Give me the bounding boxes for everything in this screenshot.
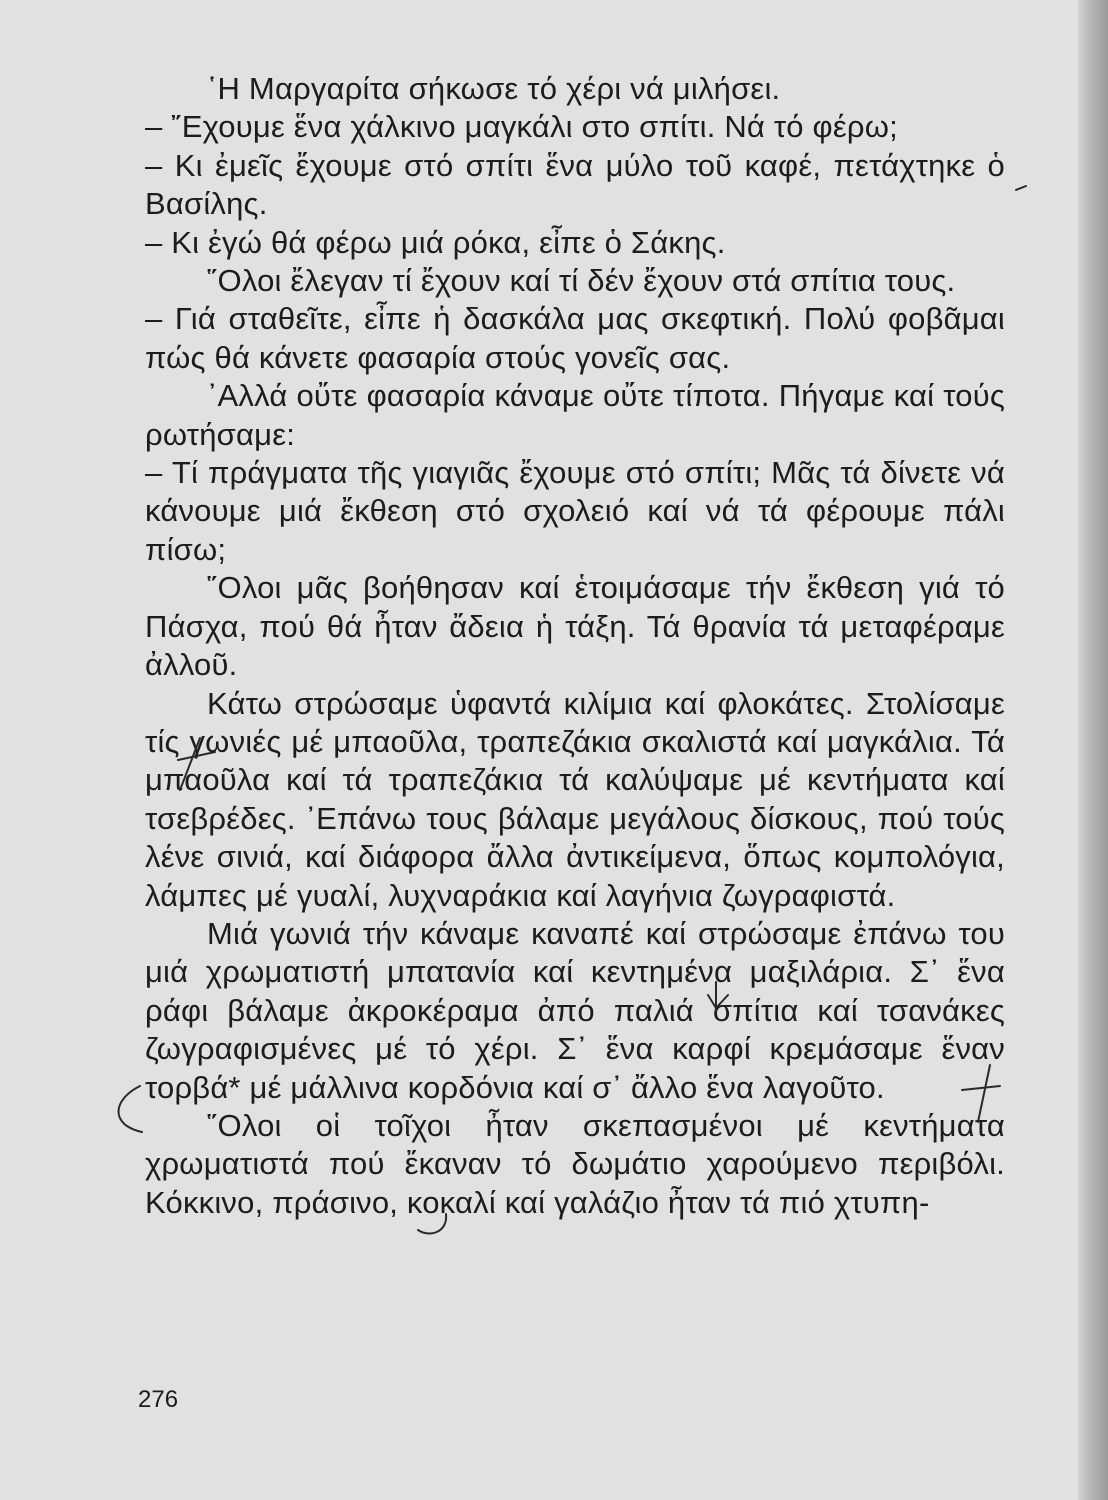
body-text	[145, 70, 1005, 1222]
book-spine	[1078, 0, 1108, 1500]
paragraph-12: ῞Ολοι οἱ τοῖχοι ἦταν σκεπασμένοι μέ κεντήματα χρωματιστά πού ἔκαναν τό δωμάτιο χαρούμενο περιβόλι. Κόκκινο, πράσινο, κοκαλί καί γαλάζιο ἦταν τά πιό χτυπη-	[145, 1107, 1005, 1220]
paragraph-10: Κάτω στρώσαμε ὑφαντά κιλίμια καί φλοκάτες. Στολίσαμε τίς γωνιές μέ μπαοῦλα, τραπεζάκια σκαλιστά καί μαγκάλια. Τά μπαοῦλα καί τά τραπεζάκια τά καλύψαμε μέ κεντήματα καί τσεβρέδες. ᾿Επάνω τους βάλαμε μεγάλους δίσκους, πού τούς λένε σινιά, καί διάφορα ἄλλα ἀντικείμενα, ὅπως κομπολόγια, λάμπες μέ γυαλί, λυχναράκια καί λαγήνια ζωγραφιστά.	[145, 685, 1005, 913]
paragraph-2: – ῎Εχουμε ἕνα χάλκινο μαγκάλι στο σπίτι. Νά τό φέρω;	[145, 109, 898, 145]
page-number: 276	[138, 1386, 179, 1413]
paragraph-5: ῞Ολοι ἔλεγαν τί ἔχουν καί τί δέν ἔχουν στά σπίτια τους.	[207, 263, 956, 299]
paragraph-9: ῞Ολοι μᾶς βοήθησαν καί ἑτοιμάσαμε τήν ἔκθεση γιά τό Πάσχα, πού θά ἦταν ἄδεια ἡ τάξη. Τά θρανία τά μεταφέραμε ἀλλοῦ.	[145, 570, 1005, 683]
paragraph-1: ῾Η Μαργαρίτα σήκωσε τό χέρι νά μιλήσει.	[207, 71, 781, 106]
paragraph-7: ᾿Αλλά οὔτε φασαρία κάναμε οὔτε τίποτα. Πήγαμε καί τούς ρωτήσαμε:	[145, 378, 1005, 452]
pen-tick-mark	[1016, 186, 1026, 190]
paragraph-11: Μιά γωνιά τήν κάναμε καναπέ καί στρώσαμε ἐπάνω του μιά χρωματιστή μπατανία καί κεντημένα μαξιλάρια. Σ᾿ ἕνα ράφι βάλαμε ἀκροκέραμα ἀπό παλιά σπίτια καί τσανάκες ζωγραφισμένες μέ τό χέρι. Σ᾿ ἕνα καρφί κρεμάσαμε ἕναν τορβά* μέ μάλλινα κορδόνια καί σ᾿ ἄλλο ἕνα λαγοῦτο.	[145, 915, 1005, 1105]
paragraph-6: – Γιά σταθεῖτε, εἶπε ἡ δασκάλα μας σκεφτική. Πολύ φοβᾶμαι πώς θά κάνετε φασαρία στούς γονεῖς σας.	[145, 301, 1005, 375]
paragraph-3: – Κι ἐμεῖς ἔχουμε στό σπίτι ἕνα μύλο τοῦ καφέ, πετάχτηκε ὁ Βασίλης.	[145, 147, 1005, 222]
pen-bracket-mark	[119, 1086, 143, 1132]
paragraph-4: – Κι ἐγώ θά φέρω μιά ρόκα, εἶπε ὁ Σάκης.	[145, 224, 726, 260]
paragraph-8: – Τί πράγματα τῆς γιαγιᾶς ἔχουμε στό σπίτι; Μᾶς τά δίνετε νά κάνουμε μιά ἔκθεση στό σχολειό καί νά τά φέρουμε πάλι πίσω;	[145, 455, 1005, 567]
